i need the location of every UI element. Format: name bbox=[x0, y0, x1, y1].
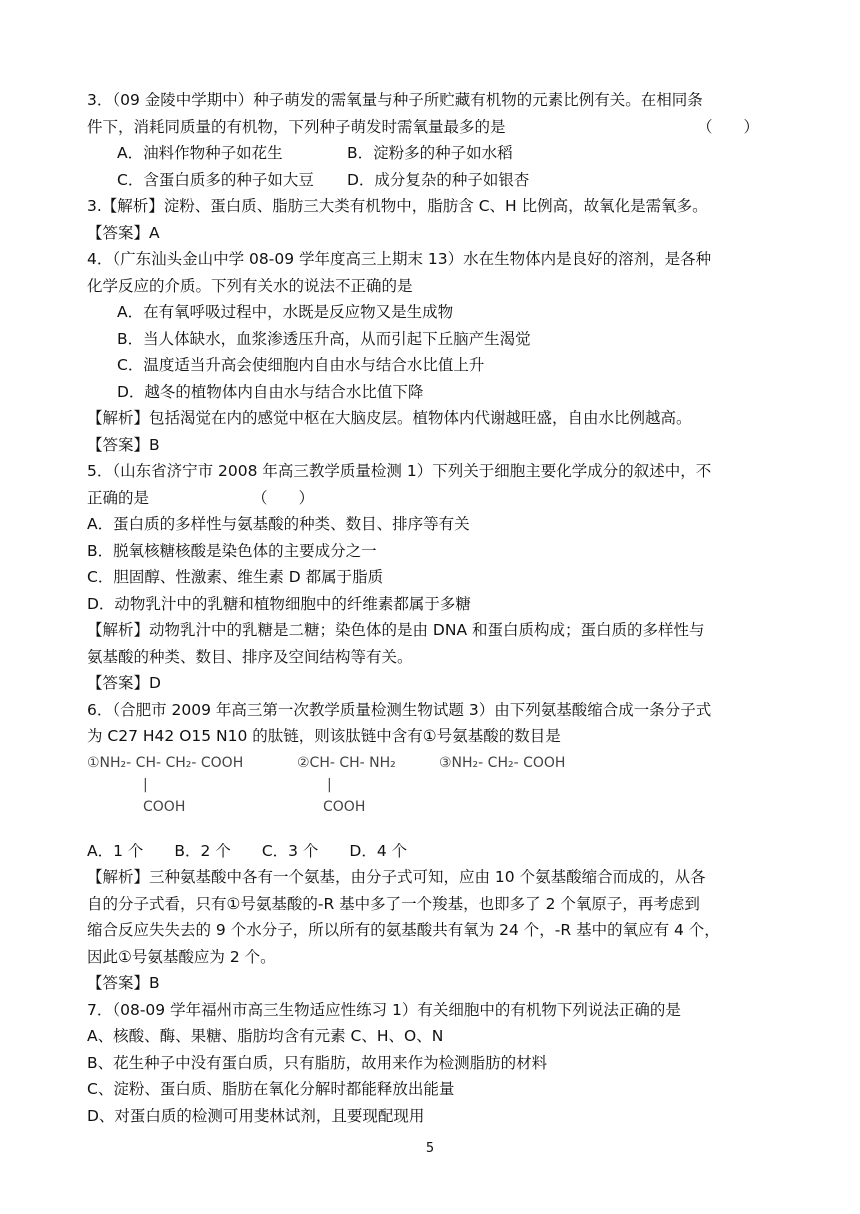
q3-option-a: A．油料作物种子如花生 bbox=[117, 144, 283, 162]
q3-option-b: B．淀粉多的种子如水稻 bbox=[347, 144, 513, 162]
q7-stem: 7．（08-09 学年福州市高三生物适应性练习 1）有关细胞中的有机物下列说法正确的是 bbox=[87, 1000, 681, 1019]
q5-answer-blank: （ ） bbox=[252, 488, 315, 507]
q5-option-a: A．蛋白质的多样性与氨基酸的种类、数目、排序等有关 bbox=[87, 515, 470, 533]
q3-answer-blank: （ ） bbox=[696, 117, 759, 136]
q7-option-a: A、核酸、酶、果糖、脂肪均含有元素 C、H、O、N bbox=[87, 1027, 444, 1045]
q5-option-d: D．动物乳汁中的乳糖和植物细胞中的纤维素都属于多糖 bbox=[87, 594, 471, 613]
q4-option-c: C．温度适当升高会使细胞内自由水与结合水比值上升 bbox=[117, 356, 485, 374]
q6-stem-line2: 为 C27 H42 O15 N10 的肽链，则该肽链中含有①号氨基酸的数目是 bbox=[87, 727, 561, 745]
q3-options-row2 bbox=[87, 167, 777, 194]
q3-options-row1 bbox=[87, 140, 777, 167]
q6-analysis-line1: 【解析】三种氨基酸中各有一个氨基，由分子式可知，应由 10 个氨基酸缩合而成的，从各 bbox=[87, 868, 706, 886]
document-page bbox=[87, 87, 777, 1129]
q7-option-b: B、花生种子中没有蛋白质，只有脂肪，故用来作为检测脂肪的材料 bbox=[87, 1053, 548, 1072]
q6-stem-line1: 6．（合肥市 2009 年高三第一次教学质量检测生物试题 3）由下列氨基酸缩合成一条分子式 bbox=[87, 700, 712, 719]
amino-acid-3-formula bbox=[439, 754, 565, 772]
q5-answer: 【答案】D bbox=[87, 674, 161, 692]
q3-analysis: 3.【解析】淀粉、蛋白质、脂肪三大类有机物中，脂肪含 C、H 比例高，故氧化是需氧多。 bbox=[87, 197, 708, 215]
q5-option-b: B．脱氧核糖核酸是染色体的主要成分之一 bbox=[87, 541, 377, 560]
amino-acid-1-formula bbox=[87, 754, 243, 816]
q7-option-d: D、对蛋白质的检测可用斐林试剂，且要现配现用 bbox=[87, 1106, 425, 1125]
amino-acid-3-main-chain: ③NH₂- CH₂- COOH bbox=[439, 754, 566, 771]
q5-analysis-line1: 【解析】动物乳汁中的乳糖是二糖；染色体的是由 DNA 和蛋白质构成；蛋白质的多样性与 bbox=[87, 621, 705, 639]
q3-option-d: D．成分复杂的种子如银杏 bbox=[347, 170, 530, 189]
q6-analysis-line4: 因此①号氨基酸应为 2 个。 bbox=[87, 947, 276, 966]
q4-answer: 【答案】B bbox=[87, 435, 160, 454]
amino-acid-formulas bbox=[87, 750, 777, 838]
q3-stem-line2 bbox=[87, 114, 777, 141]
q4-analysis: 【解析】包括渴觉在内的感觉中枢在大脑皮层。植物体内代谢越旺盛，自由水比例越高。 bbox=[87, 409, 692, 427]
q4-option-a: A．在有氧呼吸过程中，水既是反应物又是生成物 bbox=[117, 303, 454, 321]
amino-acid-1-side-group: COOH bbox=[143, 798, 186, 815]
amino-acid-1-bond: | bbox=[143, 776, 148, 793]
q5-option-c: C．胆固醇、性激素、维生素 D 都属于脂质 bbox=[87, 568, 384, 586]
q6-analysis-line2: 自的分子式看，只有①号氨基酸的-R 基中多了一个羧基，也即多了 2 个氧原子，再考虑到 bbox=[87, 894, 700, 913]
q3-stem-text: 件下，消耗同质量的有机物，下列种子萌发时需氧量最多的是 bbox=[87, 117, 506, 136]
q5-stem-text: 正确的是 bbox=[87, 488, 150, 507]
q7-option-c: C、淀粉、蛋白质、脂肪在氧化分解时都能释放出能量 bbox=[87, 1080, 455, 1098]
q3-option-c: C．含蛋白质多的种子如大豆 bbox=[117, 170, 314, 189]
q4-option-d: D．越冬的植物体内自由水与结合水比值下降 bbox=[117, 382, 424, 401]
q5-analysis-line2: 氨基酸的种类、数目、排序及空间结构等有关。 bbox=[87, 647, 413, 666]
q6-answer: 【答案】B bbox=[87, 974, 160, 992]
q5-stem-line1: 5．（山东省济宁市 2008 年高三教学质量检测 1）下列关于细胞主要化学成分的叙述中，不 bbox=[87, 462, 712, 480]
amino-acid-2-bond: | bbox=[327, 776, 332, 793]
q4-stem-line1: 4．（广东汕头金山中学 08-09 学年度高三上期末 13）水在生物体内是良好的溶剂，是各种 bbox=[87, 250, 712, 268]
q5-stem-line2 bbox=[87, 485, 777, 512]
q6-analysis-line3: 缩合反应失失去的 9 个水分子，所以所有的氨基酸共有氧为 24 个，-R 基中的氧应有 4 个， bbox=[87, 921, 720, 939]
amino-acid-2-side-group: COOH bbox=[323, 798, 366, 815]
q6-options: A．1 个 B．2 个 C．3 个 D．4 个 bbox=[87, 841, 408, 860]
q3-stem-line1: 3．（09 金陵中学期中）种子萌发的需氧量与种子所贮藏有机物的元素比例有关。在相同条 bbox=[87, 91, 703, 109]
amino-acid-1-main-chain: ①NH₂- CH- CH₂- COOH bbox=[87, 754, 244, 771]
page-number: 5 bbox=[425, 1141, 435, 1156]
q4-stem-line2: 化学反应的介质。下列有关水的说法不正确的是 bbox=[87, 276, 413, 295]
q4-option-b: B．当人体缺水，血浆渗透压升高，从而引起下丘脑产生渴觉 bbox=[117, 329, 531, 348]
amino-acid-2-formula bbox=[297, 754, 396, 816]
amino-acid-2-main-chain: ②CH- CH- NH₂ bbox=[297, 754, 396, 771]
q3-answer: 【答案】A bbox=[87, 223, 160, 242]
